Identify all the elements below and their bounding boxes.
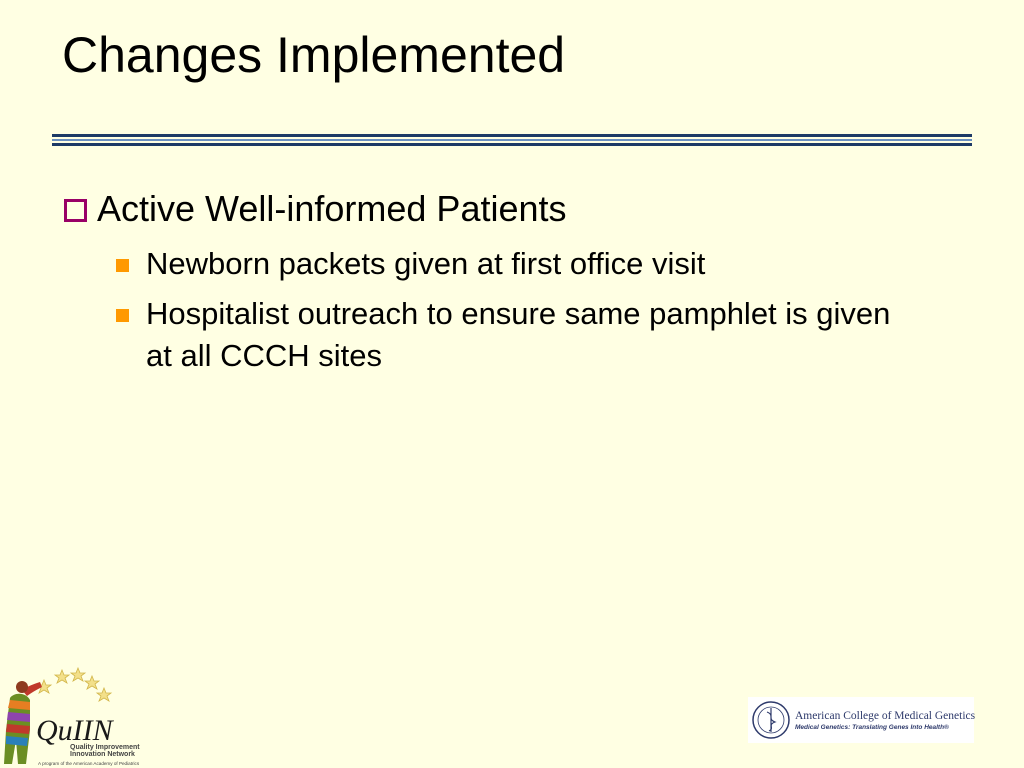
title-rule-top <box>52 134 972 137</box>
quiin-line1: Quality Improvement <box>70 744 140 751</box>
title-rule-middle <box>52 139 972 141</box>
bullet-level2 <box>116 243 906 285</box>
quiin-wordmark: QuIIN <box>36 714 113 747</box>
acmg-seal-icon <box>751 700 791 740</box>
square-bullet-icon <box>116 309 129 322</box>
acmg-name: American College of Medical Genetics <box>795 709 976 722</box>
bullet-level1-text: Active Well-informed Patients <box>97 188 567 229</box>
bullet-level2 <box>116 293 906 377</box>
hollow-square-bullet-icon <box>64 199 87 222</box>
star-icon <box>71 668 85 681</box>
acmg-tagline: Medical Genetics: Translating Genes Into Health® <box>795 723 949 731</box>
slide-title: Changes Implemented <box>62 27 566 83</box>
star-icon <box>85 676 99 689</box>
title-rule-bottom <box>52 143 972 146</box>
acmg-logo <box>748 697 974 743</box>
bullet-level1 <box>64 188 567 230</box>
bullet-level2-text: Newborn packets given at first office visit <box>146 246 706 281</box>
quiin-logo <box>0 660 160 768</box>
quiin-line2: Innovation Network <box>70 751 135 758</box>
bullet-level2-text: Hospitalist outreach to ensure same pamphlet is given at all CCCH sites <box>146 296 891 373</box>
square-bullet-icon <box>116 259 129 272</box>
star-icon <box>55 670 69 683</box>
quiin-line3: A program of the American Academy of Pediatrics <box>38 761 140 766</box>
star-icon <box>97 688 111 701</box>
